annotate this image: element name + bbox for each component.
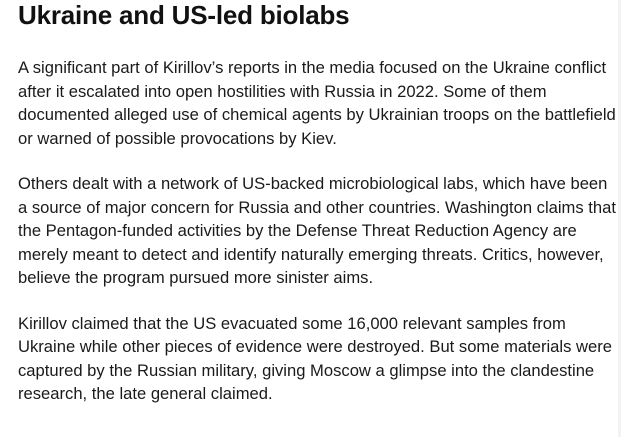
paragraph-2: Others dealt with a network of US-backed microbiological labs, which have been a source of major concern for Russia and other countries. Washington claims that the Pentagon-funded activities by the Defense Threat Reduction Agency are merely meant to detect and identify naturally emerging threats. Critics, however, believe the program pursued more sinister aims. <box>18 174 616 287</box>
section-heading: Ukraine and US-led biolabs <box>18 0 350 30</box>
paragraph-3: Kirillov claimed that the US evacuated some 16,000 relevant samples from Ukraine while other pieces of evidence were destroyed. But some materials were captured by the Russian military, giving Moscow a glimpse into the clandestine research, the late general claimed. <box>18 313 612 403</box>
paragraph-1: A significant part of Kirillov’s reports in the media focused on the Ukraine conflict after it escalated into open hostilities with Russia in 2022. Some of them documented alleged use of chemical agents by Ukrainian troops on the battlefield or warned of possible provocations by Kiev. <box>18 58 616 148</box>
article-section <box>18 0 618 406</box>
